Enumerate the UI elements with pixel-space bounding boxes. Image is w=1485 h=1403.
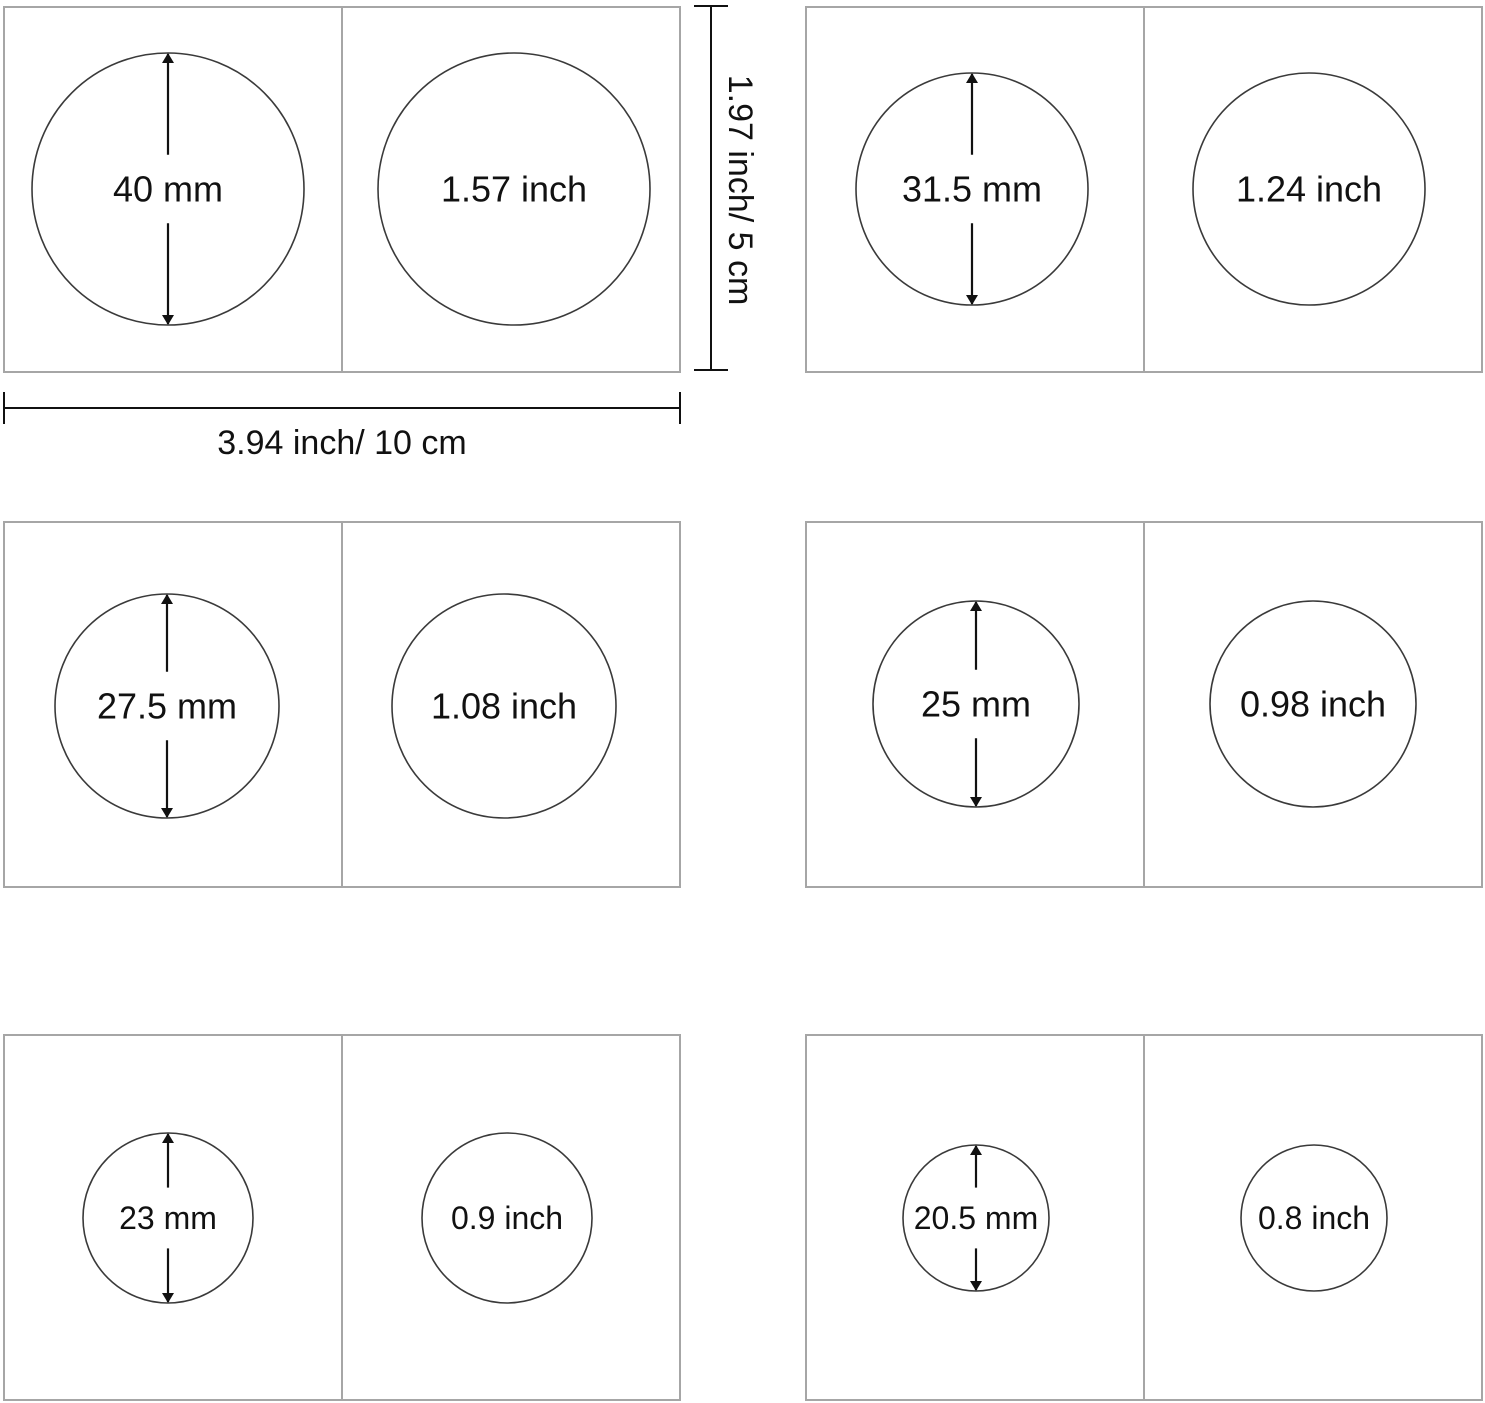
coin-card (4, 7, 680, 372)
diameter-inch-label: 0.8 inch (1257, 1200, 1371, 1236)
diameter-mm-label: 31.5 mm (901, 168, 1043, 210)
diameter-inch-label: 0.9 inch (450, 1200, 564, 1236)
diameter-inch-label: 1.24 inch (1235, 168, 1383, 210)
coin-card (4, 1035, 680, 1400)
diameter-mm-label: 20.5 mm (913, 1200, 1039, 1236)
diameter-inch-label: 1.57 inch (440, 168, 588, 210)
diameter-mm-label: 25 mm (920, 683, 1032, 725)
diameter-mm-label: 23 mm (119, 1200, 217, 1236)
coin-card (806, 1035, 1482, 1400)
coin-card (4, 522, 680, 887)
diameter-inch-label: 0.98 inch (1239, 683, 1387, 725)
height-dimension (694, 6, 759, 370)
coin-card (806, 7, 1482, 372)
height-dimension-label: 1.97 inch/ 5 cm (721, 74, 759, 306)
diameter-mm-label: 40 mm (112, 168, 224, 210)
width-dimension-label: 3.94 inch/ 10 cm (217, 424, 467, 462)
coin-card (806, 522, 1482, 887)
diameter-inch-label: 1.08 inch (430, 685, 578, 727)
width-dimension (4, 392, 680, 462)
diameter-mm-label: 27.5 mm (96, 685, 238, 727)
